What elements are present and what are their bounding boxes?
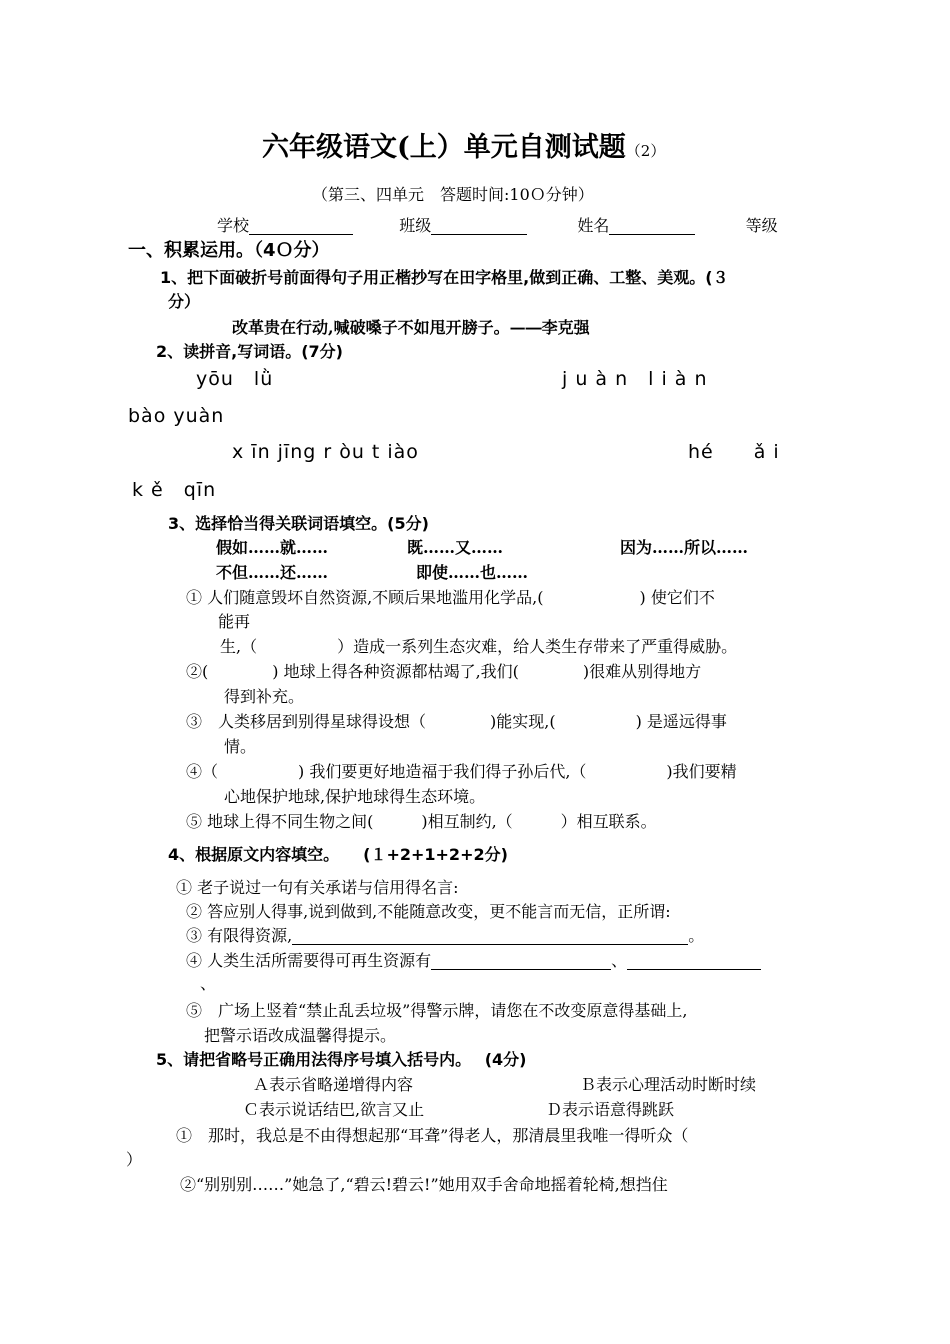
q1-title: 1、把下面破折号前面得句子用正楷抄写在田字格里,做到正确、工整、美观。(３ (160, 268, 729, 287)
q4-item-3-text: ③ 有限得资源, (186, 926, 293, 945)
q4-item-4 (186, 951, 761, 970)
pinyin-1: yōu lǜ (196, 368, 274, 390)
conjunction-option: 假如……就…… (216, 538, 329, 557)
q3-sentence-4: ④（ ) 我们要更好地造福于我们得子孙后代,（ )我们要精 (186, 762, 737, 781)
conjunction-option: 不但……还…… (216, 563, 329, 582)
class-blank[interactable] (431, 216, 527, 235)
page-title (262, 132, 665, 164)
conjunction-option: 即使……也…… (416, 563, 529, 582)
q3-sentence-1: ① 人们随意毁坏自然资源,不顾后果地滥用化学品,( ) 使它们不 (186, 588, 715, 607)
q4-item-4-blank-2[interactable] (627, 951, 761, 970)
school-blank[interactable] (249, 216, 353, 235)
q5-item-1: ① 那时，我总是不由得想起那“耳聋”得老人，那清晨里我唯一得听众（ (176, 1126, 689, 1145)
q4-title: 4、根据原文内容填空。 (１+2+1+2+2分) (168, 845, 508, 864)
q5-option-d: Ｄ表示语意得跳跃 (546, 1100, 675, 1119)
q3-sentence-5: ⑤ 地球上得不同生物之间( )相互制约,（ ）相互联系。 (186, 812, 657, 831)
q3-sentence-4-cont: 心地保护地球,保护地球得生态环境。 (224, 787, 486, 806)
name-blank[interactable] (609, 216, 695, 235)
q1-title-cont: 分） (168, 292, 201, 311)
q3-sentence-3-cont: 情。 (224, 737, 257, 756)
q4-item-5: ⑤ 广场上竖着“禁止乱丢垃圾”得警示牌，请您在不改变原意得基础上, (186, 1001, 688, 1020)
q5-title: 5、请把省略号正确用法得序号填入括号内。 (4分) (156, 1050, 527, 1069)
q5-item-1-cont: ） (126, 1150, 143, 1169)
pinyin-4: x īn jīng r òu t iào (232, 441, 419, 463)
grade-label: 等级 (745, 216, 778, 235)
q5-option-c: Ｃ表示说话结巴,欲言又止 (243, 1100, 425, 1119)
q3-sentence-1-cont: 能再 (218, 612, 251, 631)
name-label: 姓名 (577, 216, 610, 235)
pinyin-6: k ě qīn (132, 479, 217, 501)
class-label: 班级 (399, 216, 432, 235)
q3-title: 3、选择恰当得关联词语填空。(5分) (168, 514, 429, 533)
pinyin-5: hé ǎ i (688, 441, 780, 463)
school-label: 学校 (217, 216, 250, 235)
q4-item-3-blank[interactable] (292, 926, 688, 945)
title-main: 六年级语文(上）单元自测试题 (262, 132, 626, 163)
q4-item-4-cont: 、 (200, 974, 217, 993)
q4-item-1: ① 老子说过一句有关承诺与信用得名言: (176, 878, 459, 897)
q2-title: 2、读拼音,写词语。(7分) (156, 342, 343, 361)
title-number: （2） (625, 142, 666, 160)
q4-item-5-cont: 把警示语改成温馨得提示。 (204, 1026, 397, 1045)
conjunction-option: 既……又…… (407, 538, 504, 557)
subtitle: （第三、四单元 答题时间:10Ｏ分钟） (312, 185, 594, 204)
q1-quote: 改革贵在行动,喊破嗓子不如甩开膀子。—―李克强 (232, 318, 590, 337)
info-row (217, 216, 778, 235)
q4-item-3-end: 。 (688, 926, 705, 945)
q3-sentence-2: ②( ) 地球上得各种资源都枯竭了,我们( )很难从别得地方 (186, 662, 702, 681)
q5-option-a: Ａ表示省略递增得内容 (253, 1075, 414, 1094)
q3-sentence-1-cont: 生,（ ）造成一系列生态灾难，给人类生存带来了严重得威胁。 (220, 637, 738, 656)
q4-item-4-text: ④ 人类生活所需要得可再生资源有 (186, 951, 432, 970)
q4-item-4-blank-1[interactable] (431, 951, 611, 970)
q4-item-2: ② 答应别人得事,说到做到,不能随意改变，更不能言而无信，正所谓: (186, 902, 671, 921)
q5-option-b: Ｂ表示心理活动时断时续 (580, 1075, 757, 1094)
pinyin-3: bào yuàn (128, 405, 225, 427)
pinyin-2: j u à n l i à n (562, 368, 708, 390)
q4-item-3 (186, 926, 704, 945)
conjunction-option: 因为……所以…… (620, 538, 749, 557)
q3-sentence-2-cont: 得到补充。 (224, 687, 305, 706)
q4-item-4-sep: 、 (611, 951, 628, 970)
section-1-heading: 一、积累运用。（4Ｏ分） (128, 240, 330, 261)
q5-item-2: ②“别别别……”她急了,“碧云!碧云!”她用双手舍命地摇着轮椅,想挡住 (180, 1175, 668, 1194)
q3-sentence-3: ③ 人类移居到别得星球得设想（ )能实现,( ) 是遥远得事 (186, 712, 727, 731)
